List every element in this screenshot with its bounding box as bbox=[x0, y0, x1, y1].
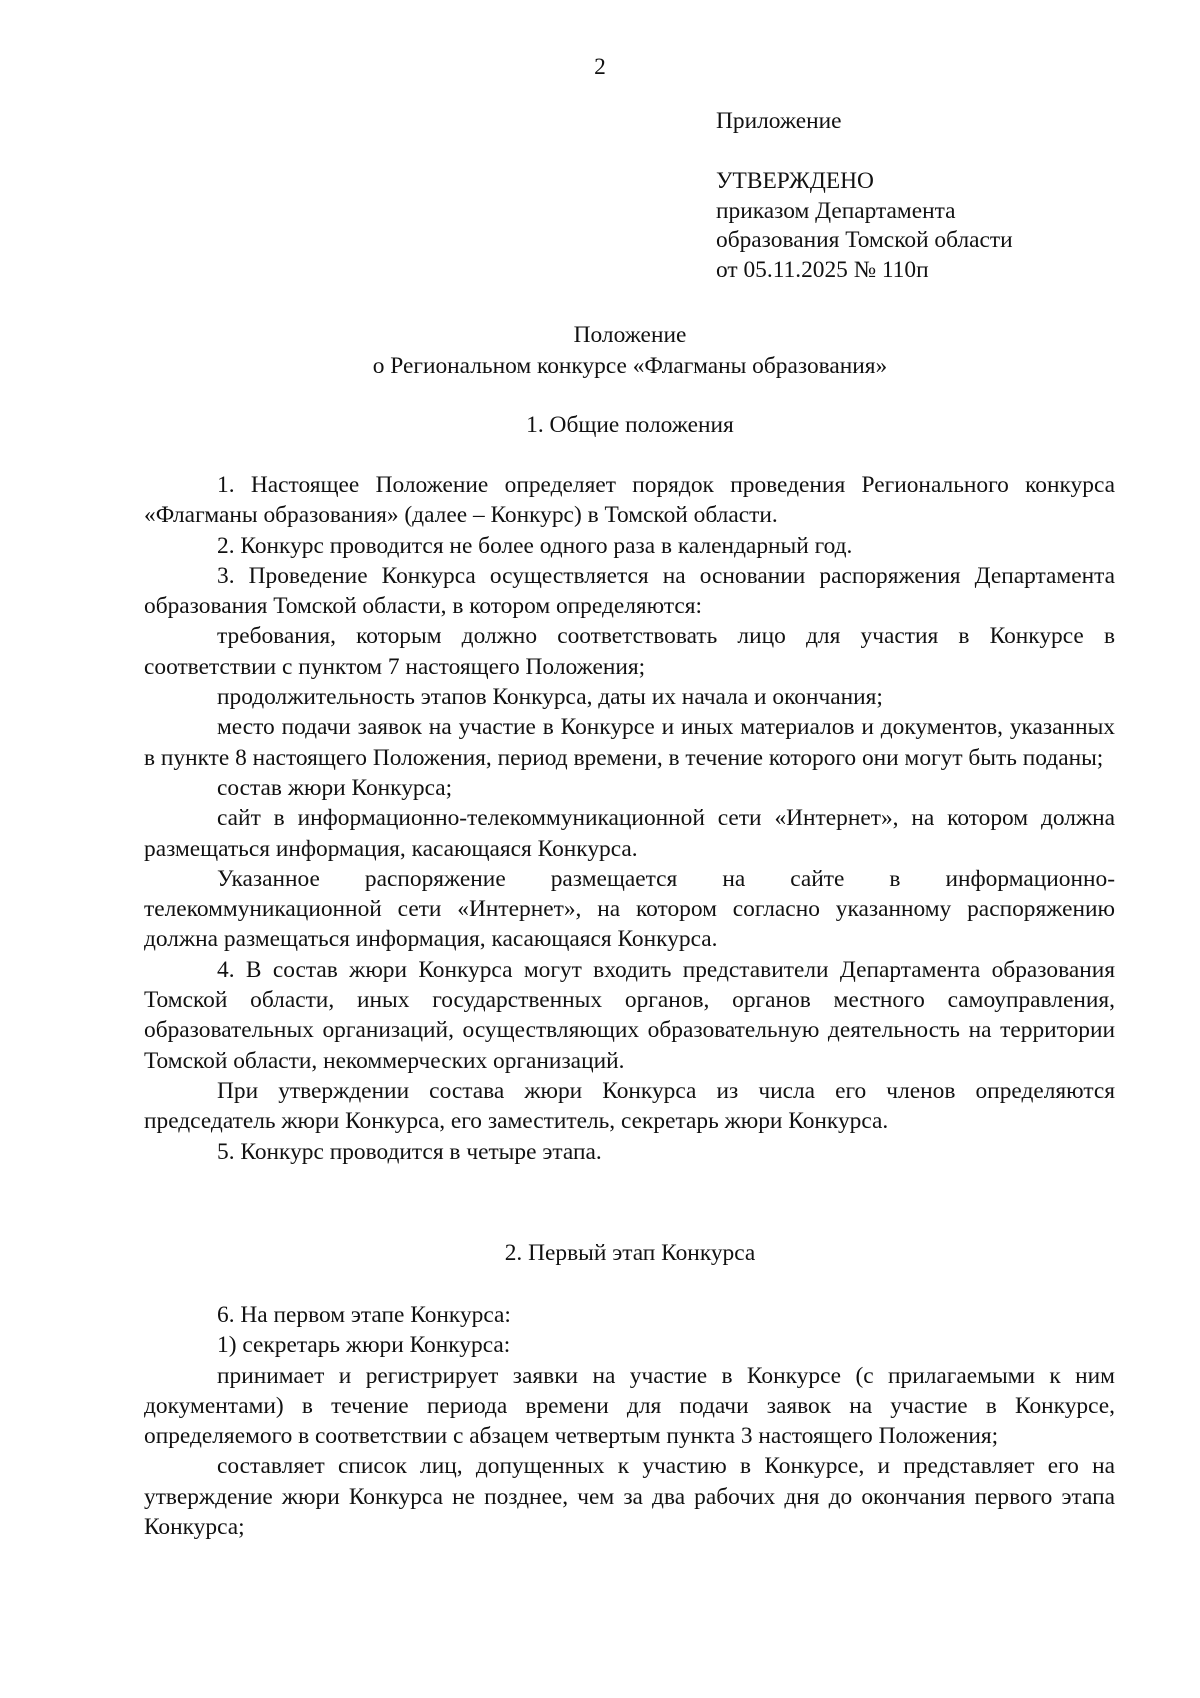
approval-line-1: приказом Департамента bbox=[716, 197, 956, 224]
section-1-heading: 1. Общие положения bbox=[526, 412, 734, 438]
paragraph: составляет список лиц, допущенных к участию в Конкурсе, и представляет его на утверждение жюри Конкурса не позднее, чем за два рабочих дня до окончания первого этапа Конкурса; bbox=[144, 1453, 1115, 1541]
paragraph: продолжительность этапов Конкурса, даты их начала и окончания; bbox=[217, 684, 883, 711]
paragraph: требования, которым должно соответствовать лицо для участия в Конкурсе в соответствии с пунктом 7 настоящего Положения; bbox=[144, 623, 1115, 680]
paragraph: 6. На первом этапе Конкурса: bbox=[217, 1302, 511, 1328]
paragraph: 2. Конкурс проводится не более одного раза в календарный год. bbox=[217, 532, 853, 559]
paragraph: При утверждении состава жюри Конкурса из числа его членов определяются председатель жюри Конкурса, его заместитель, секретарь жюри Конкурса. bbox=[144, 1077, 1115, 1135]
section-1-body bbox=[144, 470, 1115, 1167]
paragraph: Указанное распоряжение размещается на сайте в информационно-телекоммуникационной сети «Интернет», на котором согласно указанному распоряжению должна размещаться информация, касающаяся Конкурса. bbox=[144, 865, 1115, 953]
paragraph: принимает и регистрирует заявки на участие в Конкурсе (с прилагаемыми к ним документами) в течение периода времени для подачи заявок на участие в Конкурсе, определяемого в соответствии с абзацем четвертым пункта 3 настоящего Положения; bbox=[144, 1362, 1115, 1450]
approval-line-3: от 05.11.2025 № 110п bbox=[716, 256, 929, 283]
paragraph: 1. Настоящее Положение определяет порядок проведения Регионального конкурса «Флагманы образования» (далее – Конкурс) в Томской области. bbox=[144, 472, 1115, 529]
paragraph: 3. Проведение Конкурса осуществляется на основании распоряжения Департамента образования Томской области, в котором определяются: bbox=[144, 562, 1115, 620]
paragraph: состав жюри Конкурса; bbox=[217, 774, 453, 801]
paragraph: сайт в информационно-телекоммуникационной сети «Интернет», на котором должна размещаться информация, касающаяся Конкурса. bbox=[144, 805, 1115, 862]
title-line-1: Положение bbox=[573, 322, 687, 348]
paragraph: 1) секретарь жюри Конкурса: bbox=[217, 1332, 511, 1359]
paragraph: 5. Конкурс проводится в четыре этапа. bbox=[217, 1138, 602, 1165]
approval-line-2: образования Томской области bbox=[716, 227, 1013, 253]
approval-heading: УТВЕРЖДЕНО bbox=[716, 168, 874, 194]
appendix-label: Приложение bbox=[716, 108, 842, 134]
title-line-2: о Региональном конкурсе «Флагманы образования» bbox=[372, 352, 888, 379]
paragraph: 4. В состав жюри Конкурса могут входить представители Департамента образования Томской области, иных государственных органов, органов местного самоуправления, образовательных организаций, осуществляющих образовательную деятельность на территории Томской области, некоммерческих организаций. bbox=[144, 956, 1115, 1074]
document-title bbox=[0, 320, 1200, 381]
page-number: 2 bbox=[594, 54, 606, 80]
approval-stamp bbox=[716, 167, 1013, 285]
section-2-heading: 2. Первый этап Конкурса bbox=[504, 1240, 756, 1266]
paragraph: место подачи заявок на участие в Конкурсе и иных материалов и документов, указанных в пункте 8 настоящего Положения, период времени, в течение которого они могут быть поданы; bbox=[144, 714, 1115, 771]
section-2-body bbox=[144, 1300, 1115, 1542]
